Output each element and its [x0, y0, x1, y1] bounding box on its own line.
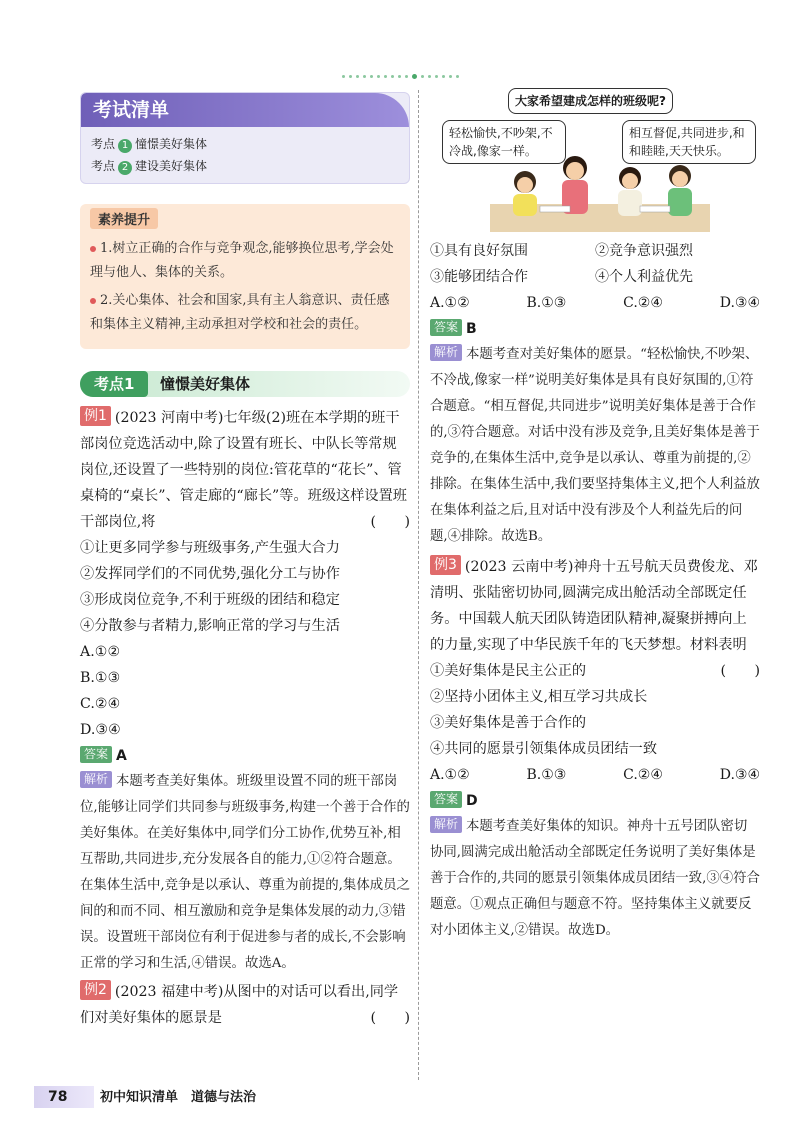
bubble-question: 大家希望建成怎样的班级呢?: [508, 88, 673, 114]
ex2-statements-row-2: ③能够团结合作 ④个人利益优先: [430, 269, 693, 285]
ex2-options: A.①② B.①③ C.②④ D.③④: [430, 295, 760, 311]
example-3-stem: 例3 (2023 云南中考)神舟十五号航天员费俊龙、邓清明、张陆密切协同,圆满完成出舱活动全部既定任务。中国载人航天团队铸造团队精神,凝聚拼搏向上的力量,实现了中华民族千年的飞天梦想。材料表明 ( ): [430, 557, 760, 679]
ex1-statement-1: ①让更多同学参与班级事务,产生强大合力: [80, 540, 340, 556]
ex1-option-d: D.③④: [80, 722, 121, 738]
literacy-title: 素养提升: [90, 208, 158, 229]
ex1-option-b: B.①③: [80, 670, 121, 686]
bubble-right: 相互督促,共同进步,和和睦睦,天天快乐。: [622, 120, 756, 164]
example-1-stem: 例1 (2023 河南中考)七年级(2)班在本学期的班干部岗位竞选活动中,除了设置有班长、中队长等常规岗位,还设置了一些特别的岗位:管花草的“花长”、管桌椅的“桌长”、管走廊的“廊长”等。班级这样设置班干部岗位,将 ( ): [80, 408, 410, 530]
ex1-option-a: A.①②: [80, 644, 121, 660]
exam-item-2: 考点 2 建设美好集体: [91, 159, 208, 173]
knowledge-point-title: 憧憬美好集体: [160, 375, 251, 393]
right-column: [430, 84, 760, 944]
header-dots: [340, 66, 470, 72]
ex1-statement-3: ③形成岗位竞争,不利于班级的团结和稳定: [80, 592, 340, 608]
exam-list-title: 考试清单: [81, 93, 409, 127]
knowledge-point-tag: 考点1: [80, 371, 148, 397]
example-2-stem: 例2 (2023 福建中考)从图中的对话可以看出,同学们对美好集体的愿景是 ( ): [80, 982, 410, 1026]
ex2-analysis: 解析 本题考查对美好集体的愿景。“轻松愉快,不吵架、不冷战,像家一样”说明美好集体是具有良好氛围的,①符合题意。“相互督促,共同进步”说明美好集体是善于合作的,③符合题意。对话中没有涉及竞争,且美好集体是善于竞争的,在集体生活中,竞争是以承认、尊重为前提的,②排除。在集体生活中,我们要坚持集体主义,把个人利益放在集体利益之后,且对话中没有涉及个人利益先后的问题,④排除。故选B。: [430, 345, 760, 544]
book-title: 初中知识清单 道德与法治: [100, 1090, 257, 1105]
exam-list-box: [80, 92, 410, 184]
students-illustration: [480, 144, 720, 232]
ex3-options: A.①② B.①③ C.②④ D.③④: [430, 767, 760, 783]
ex3-analysis: 解析 本题考查美好集体的知识。神舟十五号团队密切协同,圆满完成出舱活动全部既定任务说明了美好集体是善于合作的,共同的愿景引领集体成员团结一致,③④符合题意。①观点正确但与题意不符。坚持集体主义就要反对小团体主义,②错误。故选D。: [430, 817, 760, 938]
ex3-statement-2: ②坚持小团体主义,相互学习共成长: [430, 689, 648, 705]
column-divider: [418, 90, 419, 1080]
ex2-answer: 答案 B: [430, 316, 760, 342]
literacy-point-2: 2.关心集体、社会和国家,具有主人翁意识、责任感和集体主义精神,主动承担对学校和社会的责任。: [90, 293, 390, 332]
page-number: 78: [34, 1086, 94, 1108]
dialogue-illustration: [430, 84, 760, 234]
knowledge-point-bar: [80, 371, 410, 397]
ex1-statement-4: ④分散参与者精力,影响正常的学习与生活: [80, 618, 340, 634]
ex3-statement-4: ④共同的愿景引领集体成员团结一致: [430, 741, 658, 757]
literacy-box: [80, 204, 410, 349]
literacy-point-1: 1.树立正确的合作与竞争观念,能够换位思考,学会处理与他人、集体的关系。: [90, 241, 394, 280]
exam-item-1: 考点 1 憧憬美好集体: [91, 137, 208, 151]
ex3-statement-3: ③美好集体是善于合作的: [430, 715, 587, 731]
ex1-option-c: C.②④: [80, 696, 121, 712]
example-1: [80, 405, 410, 1031]
ex3-statement-1: ①美好集体是民主公正的: [430, 663, 587, 679]
ex1-statement-2: ②发挥同学们的不同优势,强化分工与协作: [80, 566, 340, 582]
ex1-analysis: 解析 本题考查美好集体。班级里设置不同的班干部岗位,能够让同学们共同参与班级事务,构建一个善于合作的美好集体。在美好集体中,同学们分工协作,优势互补,相互帮助,共同进步,充分发展各自的能力,①②符合题意。在集体生活中,竞争是以承认、尊重为前提的,集体成员之间的和而不同、相互激励和竞争是集体发展的动力,③错误。设置班干部岗位有利于促进参与者的成长,不会影响正常的学习和生活,④错误。故选A。: [80, 772, 410, 971]
ex2-statements-row-1: ①具有良好氛围 ②竞争意识强烈: [430, 243, 693, 259]
ex3-answer: 答案 D: [430, 788, 760, 814]
left-column: [80, 92, 410, 1031]
page-footer: [34, 1086, 434, 1108]
bubble-left: 轻松愉快,不吵架,不冷战,像家一样。: [442, 120, 566, 164]
ex1-answer: 答案 A: [80, 743, 410, 769]
